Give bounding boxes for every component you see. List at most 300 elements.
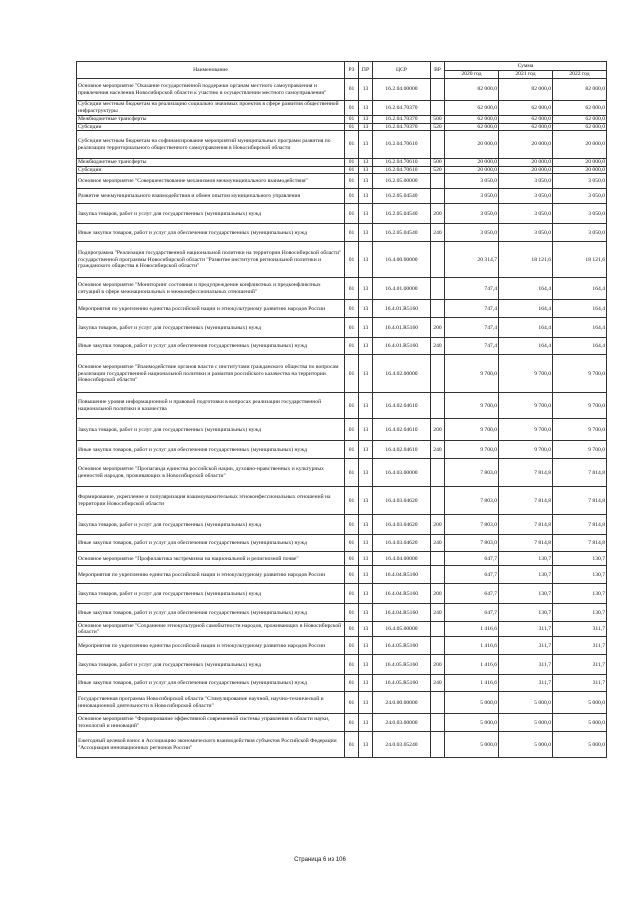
cell-rz: 01 <box>345 131 359 159</box>
cell-2021: 5 000,0 <box>499 714 553 732</box>
cell-2021: 3 050,0 <box>499 174 553 189</box>
cell-rz: 01 <box>345 355 359 393</box>
cell-rz: 01 <box>345 655 359 675</box>
cell-2021: 20 000,0 <box>499 166 553 174</box>
cell-2020: 1 416,6 <box>445 622 499 637</box>
cell-2021: 3 050,0 <box>499 224 553 242</box>
table-body <box>77 79 607 758</box>
cell-csr: 16.4.02.04610 <box>373 393 431 419</box>
cell-pr: 13 <box>359 535 373 552</box>
col-header-rz: РЗ <box>345 62 359 79</box>
cell-rz: 01 <box>345 278 359 300</box>
cell-pr: 13 <box>359 338 373 355</box>
cell-2020: 9 700,0 <box>445 441 499 459</box>
table-row <box>77 101 607 116</box>
cell-pr: 13 <box>359 714 373 732</box>
cell-rz: 01 <box>345 584 359 604</box>
cell-2021: 82 000,0 <box>499 79 553 101</box>
table-row <box>77 116 607 124</box>
cell-pr: 13 <box>359 166 373 174</box>
cell-name: Закупка товаров, работ и услуг для государственных (муниципальных) нужд <box>77 419 345 441</box>
cell-pr: 13 <box>359 242 373 278</box>
cell-csr: 16.2.04.70370 <box>373 101 431 116</box>
cell-name: Иные закупки товаров, работ и услуг для обеспечения государственных (муниципальных) нужд <box>77 675 345 692</box>
cell-name: Основное мероприятие "Совершенствование механизмов межмуниципального взаимодействия" <box>77 174 345 189</box>
cell-2021: 164,4 <box>499 318 553 338</box>
cell-rz: 01 <box>345 459 359 487</box>
cell-2020: 647,7 <box>445 552 499 566</box>
cell-vr: 500 <box>431 159 445 167</box>
cell-2020: 747,4 <box>445 278 499 300</box>
cell-2021: 9 700,0 <box>499 355 553 393</box>
cell-2020: 747,4 <box>445 338 499 355</box>
cell-name: Межбюджетные трансферты <box>77 116 345 124</box>
cell-rz: 01 <box>345 166 359 174</box>
cell-csr: 24.0.00.00000 <box>373 692 431 714</box>
cell-vr <box>431 174 445 189</box>
cell-2022: 3 050,0 <box>553 189 607 204</box>
cell-name: Закупка товаров, работ и услуг для государственных (муниципальных) нужд <box>77 204 345 224</box>
cell-vr: 200 <box>431 318 445 338</box>
cell-csr: 16.2.05.04540 <box>373 224 431 242</box>
cell-rz: 01 <box>345 79 359 101</box>
cell-pr: 13 <box>359 566 373 584</box>
cell-2022: 164,4 <box>553 338 607 355</box>
cell-vr: 240 <box>431 604 445 622</box>
cell-name: Основное мероприятие "Оказание государственной поддержки органам местного самоуправления и привлечения населения Новосибирской области к участию в осуществлении местного самоуправления" <box>77 79 345 101</box>
cell-2022: 164,4 <box>553 300 607 318</box>
cell-csr: 16.2.04.70370 <box>373 116 431 124</box>
cell-2020: 5 000,0 <box>445 714 499 732</box>
cell-csr: 16.4.03.00000 <box>373 459 431 487</box>
table-row <box>77 487 607 515</box>
table-row <box>77 637 607 655</box>
cell-pr: 13 <box>359 675 373 692</box>
cell-vr <box>431 637 445 655</box>
cell-2022: 5 000,0 <box>553 714 607 732</box>
cell-2021: 7 814,8 <box>499 487 553 515</box>
cell-name: Иные закупки товаров, работ и услуг для обеспечения государственных (муниципальных) нужд <box>77 535 345 552</box>
table-row <box>77 552 607 566</box>
cell-2022: 9 700,0 <box>553 393 607 419</box>
cell-2022: 18 121,6 <box>553 242 607 278</box>
table-row <box>77 204 607 224</box>
table-row <box>77 515 607 535</box>
cell-vr: 200 <box>431 515 445 535</box>
cell-2020: 9 700,0 <box>445 355 499 393</box>
col-header-year-2022: 2022 год <box>553 71 607 79</box>
cell-2021: 62 000,0 <box>499 101 553 116</box>
cell-2021: 20 000,0 <box>499 131 553 159</box>
cell-csr: 16.4.01.R5160 <box>373 338 431 355</box>
cell-name: Мероприятия по укреплению единства российской нации и этнокультурному развитию народов России <box>77 637 345 655</box>
cell-name: Мероприятия по укреплению единства российской нации и этнокультурному развитию народов России <box>77 300 345 318</box>
cell-rz: 01 <box>345 123 359 131</box>
col-header-csr: ЦСР <box>373 62 431 79</box>
cell-2022: 311,7 <box>553 675 607 692</box>
cell-name: Закупка товаров, работ и услуг для государственных (муниципальных) нужд <box>77 318 345 338</box>
cell-2020: 647,7 <box>445 566 499 584</box>
cell-rz: 01 <box>345 441 359 459</box>
cell-2021: 130,7 <box>499 566 553 584</box>
cell-rz: 01 <box>345 515 359 535</box>
cell-csr: 16.4.05.R5160 <box>373 655 431 675</box>
cell-2022: 7 814,8 <box>553 535 607 552</box>
cell-rz: 01 <box>345 622 359 637</box>
cell-2022: 311,7 <box>553 622 607 637</box>
cell-pr: 13 <box>359 584 373 604</box>
cell-rz: 01 <box>345 204 359 224</box>
cell-vr: 240 <box>431 338 445 355</box>
table-row <box>77 441 607 459</box>
cell-2020: 1 416,6 <box>445 675 499 692</box>
cell-vr <box>431 131 445 159</box>
cell-name: Развитие межмуниципального взаимодействия и обмен опытом муниципального управления <box>77 189 345 204</box>
cell-name: Закупка товаров, работ и услуг для государственных (муниципальных) нужд <box>77 584 345 604</box>
cell-pr: 13 <box>359 732 373 758</box>
cell-name: Формирование, укрепление и популяризация взаимоуважительных этноконфессиональных отношений на территории Новосибирской области <box>77 487 345 515</box>
table-row <box>77 300 607 318</box>
cell-name: Иные закупки товаров, работ и услуг для обеспечения государственных (муниципальных) нужд <box>77 224 345 242</box>
cell-2020: 82 000,0 <box>445 79 499 101</box>
cell-name: Иные закупки товаров, работ и услуг для обеспечения государственных (муниципальных) нужд <box>77 338 345 355</box>
cell-vr <box>431 393 445 419</box>
table-row <box>77 278 607 300</box>
cell-pr: 13 <box>359 224 373 242</box>
table-row <box>77 189 607 204</box>
cell-2021: 311,7 <box>499 637 553 655</box>
table-row <box>77 159 607 167</box>
cell-rz: 01 <box>345 675 359 692</box>
cell-rz: 01 <box>345 732 359 758</box>
cell-2021: 7 814,8 <box>499 535 553 552</box>
cell-name: Закупка товаров, работ и услуг для государственных (муниципальных) нужд <box>77 515 345 535</box>
cell-2021: 164,4 <box>499 300 553 318</box>
table-row <box>77 675 607 692</box>
cell-2022: 3 050,0 <box>553 204 607 224</box>
cell-vr <box>431 79 445 101</box>
cell-2022: 7 814,8 <box>553 459 607 487</box>
cell-vr <box>431 622 445 637</box>
cell-name: Закупка товаров, работ и услуг для государственных (муниципальных) нужд <box>77 655 345 675</box>
cell-csr: 16.4.04.R5160 <box>373 604 431 622</box>
cell-2022: 311,7 <box>553 637 607 655</box>
table-row <box>77 655 607 675</box>
cell-rz: 01 <box>345 637 359 655</box>
cell-csr: 16.4.05.R5160 <box>373 637 431 655</box>
table-row <box>77 732 607 758</box>
cell-csr: 16.2.04.70610 <box>373 131 431 159</box>
cell-vr: 240 <box>431 441 445 459</box>
cell-rz: 01 <box>345 566 359 584</box>
cell-2020: 20 314,7 <box>445 242 499 278</box>
cell-2021: 7 814,8 <box>499 459 553 487</box>
cell-name: Субсидии <box>77 123 345 131</box>
cell-rz: 01 <box>345 159 359 167</box>
cell-pr: 13 <box>359 393 373 419</box>
cell-2020: 3 050,0 <box>445 189 499 204</box>
cell-2020: 7 803,0 <box>445 459 499 487</box>
cell-rz: 01 <box>345 318 359 338</box>
table-row <box>77 604 607 622</box>
cell-2020: 7 803,0 <box>445 515 499 535</box>
table-row <box>77 123 607 131</box>
cell-2022: 130,7 <box>553 604 607 622</box>
cell-name: Иные закупки товаров, работ и услуг для обеспечения государственных (муниципальных) нужд <box>77 441 345 459</box>
cell-rz: 01 <box>345 419 359 441</box>
cell-2021: 62 000,0 <box>499 123 553 131</box>
cell-csr: 16.4.01.R5160 <box>373 300 431 318</box>
cell-2021: 164,4 <box>499 278 553 300</box>
col-header-name: Наименование <box>77 62 345 79</box>
cell-pr: 13 <box>359 189 373 204</box>
cell-rz: 01 <box>345 535 359 552</box>
col-header-year-2020: 2020 год <box>445 71 499 79</box>
cell-rz: 01 <box>345 714 359 732</box>
cell-csr: 16.4.05.00000 <box>373 622 431 637</box>
cell-2021: 3 050,0 <box>499 189 553 204</box>
cell-2021: 9 700,0 <box>499 419 553 441</box>
cell-2020: 647,7 <box>445 604 499 622</box>
cell-2020: 3 050,0 <box>445 174 499 189</box>
cell-2020: 747,4 <box>445 300 499 318</box>
cell-pr: 13 <box>359 318 373 338</box>
table-row <box>77 393 607 419</box>
cell-pr: 13 <box>359 692 373 714</box>
cell-rz: 01 <box>345 552 359 566</box>
cell-vr: 240 <box>431 675 445 692</box>
table-row <box>77 338 607 355</box>
cell-2020: 5 000,0 <box>445 732 499 758</box>
cell-csr: 16.4.04.00000 <box>373 552 431 566</box>
cell-pr: 13 <box>359 515 373 535</box>
cell-2020: 1 416,6 <box>445 655 499 675</box>
cell-vr: 200 <box>431 655 445 675</box>
table-row <box>77 584 607 604</box>
cell-2022: 82 000,0 <box>553 79 607 101</box>
cell-vr <box>431 459 445 487</box>
cell-2022: 62 000,0 <box>553 116 607 124</box>
cell-vr <box>431 732 445 758</box>
table-row <box>77 419 607 441</box>
cell-pr: 13 <box>359 552 373 566</box>
cell-vr: 240 <box>431 535 445 552</box>
table-row <box>77 318 607 338</box>
cell-name: Иные закупки товаров, работ и услуг для обеспечения государственных (муниципальных) нужд <box>77 604 345 622</box>
cell-2020: 5 000,0 <box>445 692 499 714</box>
cell-vr: 200 <box>431 584 445 604</box>
budget-sheet <box>76 61 606 758</box>
cell-csr: 16.2.05.04540 <box>373 204 431 224</box>
cell-rz: 01 <box>345 116 359 124</box>
cell-2022: 5 000,0 <box>553 732 607 758</box>
cell-name: Межбюджетные трансферты <box>77 159 345 167</box>
cell-2022: 9 700,0 <box>553 419 607 441</box>
cell-2020: 1 416,6 <box>445 637 499 655</box>
cell-2021: 20 000,0 <box>499 159 553 167</box>
cell-rz: 01 <box>345 101 359 116</box>
cell-csr: 16.4.02.04610 <box>373 419 431 441</box>
cell-pr: 13 <box>359 419 373 441</box>
cell-pr: 13 <box>359 131 373 159</box>
cell-csr: 16.4.03.04620 <box>373 487 431 515</box>
cell-vr <box>431 692 445 714</box>
cell-2021: 62 000,0 <box>499 116 553 124</box>
cell-name: Субсидии <box>77 166 345 174</box>
cell-vr: 520 <box>431 166 445 174</box>
cell-name: Основное мероприятие "Формирование эффективной современной системы управления в области науки, технологий и инноваций" <box>77 714 345 732</box>
cell-2022: 3 050,0 <box>553 174 607 189</box>
cell-2022: 20 000,0 <box>553 159 607 167</box>
cell-csr: 16.4.03.04620 <box>373 535 431 552</box>
cell-pr: 13 <box>359 622 373 637</box>
cell-csr: 16.4.02.04610 <box>373 441 431 459</box>
cell-csr: 16.4.01.00000 <box>373 278 431 300</box>
cell-csr: 16.2.04.70610 <box>373 159 431 167</box>
cell-2020: 9 700,0 <box>445 419 499 441</box>
cell-2021: 5 000,0 <box>499 692 553 714</box>
cell-vr <box>431 355 445 393</box>
cell-2020: 3 050,0 <box>445 224 499 242</box>
cell-2022: 7 814,8 <box>553 515 607 535</box>
cell-2022: 164,4 <box>553 278 607 300</box>
cell-2021: 130,7 <box>499 552 553 566</box>
cell-2022: 164,4 <box>553 318 607 338</box>
cell-2022: 130,7 <box>553 584 607 604</box>
cell-2021: 311,7 <box>499 655 553 675</box>
cell-2020: 647,7 <box>445 584 499 604</box>
cell-vr: 200 <box>431 419 445 441</box>
cell-pr: 13 <box>359 116 373 124</box>
cell-csr: 16.2.04.70370 <box>373 123 431 131</box>
cell-2021: 311,7 <box>499 675 553 692</box>
cell-2020: 747,4 <box>445 318 499 338</box>
cell-2022: 20 000,0 <box>553 166 607 174</box>
cell-csr: 16.2.04.70610 <box>373 166 431 174</box>
cell-2021: 18 121,6 <box>499 242 553 278</box>
cell-name: Мероприятия по укреплению единства российской нации и этнокультурному развитию народов России <box>77 566 345 584</box>
cell-vr: 500 <box>431 116 445 124</box>
cell-2020: 20 000,0 <box>445 166 499 174</box>
cell-rz: 01 <box>345 300 359 318</box>
cell-name: Подпрограмма "Реализация государственной национальной политики на территории Новосибирской области" государственной программы Новосибирской области "Развитие институтов региональной политики и гражданского общества в Новосибирской области" <box>77 242 345 278</box>
cell-pr: 13 <box>359 204 373 224</box>
table-row <box>77 174 607 189</box>
cell-rz: 01 <box>345 189 359 204</box>
cell-rz: 01 <box>345 393 359 419</box>
cell-csr: 16.4.02.00000 <box>373 355 431 393</box>
cell-rz: 01 <box>345 604 359 622</box>
cell-pr: 13 <box>359 159 373 167</box>
cell-2020: 62 000,0 <box>445 116 499 124</box>
col-header-pr: ПР <box>359 62 373 79</box>
cell-csr: 24.0.03.05240 <box>373 732 431 758</box>
cell-pr: 13 <box>359 459 373 487</box>
cell-pr: 13 <box>359 123 373 131</box>
cell-vr <box>431 300 445 318</box>
cell-2020: 62 000,0 <box>445 101 499 116</box>
cell-csr: 16.4.00.00000 <box>373 242 431 278</box>
col-header-year-2021: 2021 год <box>499 71 553 79</box>
cell-pr: 13 <box>359 79 373 101</box>
col-header-sum: Сумма <box>445 62 607 71</box>
cell-csr: 16.4.04.R5160 <box>373 584 431 604</box>
cell-rz: 01 <box>345 174 359 189</box>
table-row <box>77 242 607 278</box>
cell-vr <box>431 487 445 515</box>
cell-2020: 3 050,0 <box>445 204 499 224</box>
cell-2020: 20 000,0 <box>445 131 499 159</box>
cell-rz: 01 <box>345 692 359 714</box>
cell-rz: 01 <box>345 242 359 278</box>
table-row <box>77 535 607 552</box>
cell-name: Основное мероприятие "Пропаганда единства российской нации, духовно-нравственных и культурных ценностей народов, проживающих в Новосибирской области" <box>77 459 345 487</box>
cell-2022: 130,7 <box>553 566 607 584</box>
cell-name: Основное мероприятие "Взаимодействие органов власти с институтами гражданского общества по вопросам реализации государственной национальной политики и развития российского казачества на территории Новосибирской области" <box>77 355 345 393</box>
cell-vr <box>431 552 445 566</box>
table-row <box>77 714 607 732</box>
cell-name: Государственная программа Новосибирской области "Стимулирование научной, научно-технической и инновационной деятельности в Новосибирской области" <box>77 692 345 714</box>
cell-2020: 20 000,0 <box>445 159 499 167</box>
cell-2021: 9 700,0 <box>499 393 553 419</box>
cell-2022: 20 000,0 <box>553 131 607 159</box>
table-row <box>77 692 607 714</box>
cell-2022: 3 050,0 <box>553 224 607 242</box>
cell-name: Основное мероприятие "Сохранение этнокультурной самобытности народов, проживающих в Новосибирской области" <box>77 622 345 637</box>
cell-vr <box>431 714 445 732</box>
cell-name: Основное мероприятие "Профилактика экстремизма на национальной и религиозной почве" <box>77 552 345 566</box>
cell-vr <box>431 189 445 204</box>
cell-pr: 13 <box>359 655 373 675</box>
table-row <box>77 355 607 393</box>
cell-2021: 9 700,0 <box>499 441 553 459</box>
cell-2022: 7 814,8 <box>553 487 607 515</box>
page-number: Страница 6 из 106 <box>294 857 346 863</box>
cell-vr <box>431 278 445 300</box>
cell-2021: 164,4 <box>499 338 553 355</box>
table-row <box>77 622 607 637</box>
table-row <box>77 459 607 487</box>
cell-2021: 7 814,8 <box>499 515 553 535</box>
cell-csr: 16.2.04.00000 <box>373 79 431 101</box>
cell-pr: 13 <box>359 174 373 189</box>
cell-name: Ежегодный целевой взнос в Ассоциацию экономического взаимодействия субъектов Российской Федерации "Ассоциация инновационных регионов России" <box>77 732 345 758</box>
cell-rz: 01 <box>345 338 359 355</box>
cell-vr <box>431 566 445 584</box>
cell-2022: 62 000,0 <box>553 101 607 116</box>
table-row <box>77 79 607 101</box>
cell-vr <box>431 242 445 278</box>
cell-rz: 01 <box>345 224 359 242</box>
cell-2020: 7 803,0 <box>445 487 499 515</box>
cell-name: Субсидии местным бюджетам на софинансирование мероприятий муниципальных программ развития по реализации территориального общественного самоуправления в Новосибирской области <box>77 131 345 159</box>
cell-csr: 16.2.05.04540 <box>373 189 431 204</box>
col-header-vr: ВР <box>431 62 445 79</box>
table-row <box>77 224 607 242</box>
cell-pr: 13 <box>359 604 373 622</box>
cell-vr <box>431 101 445 116</box>
cell-pr: 13 <box>359 637 373 655</box>
cell-csr: 16.4.04.R5160 <box>373 566 431 584</box>
cell-rz: 01 <box>345 487 359 515</box>
budget-table <box>76 61 607 758</box>
cell-vr: 200 <box>431 204 445 224</box>
cell-name: Основное мероприятие "Мониторинг состояния и предупреждение конфликтных и предконфликтных ситуаций в сфере межнациональных и межконфессиональных отношений" <box>77 278 345 300</box>
table-row <box>77 166 607 174</box>
cell-name: Субсидии местным бюджетам на реализацию социально значимых проектов в сфере развития общественной инфраструктуры <box>77 101 345 116</box>
cell-2022: 311,7 <box>553 655 607 675</box>
cell-2020: 7 803,0 <box>445 535 499 552</box>
